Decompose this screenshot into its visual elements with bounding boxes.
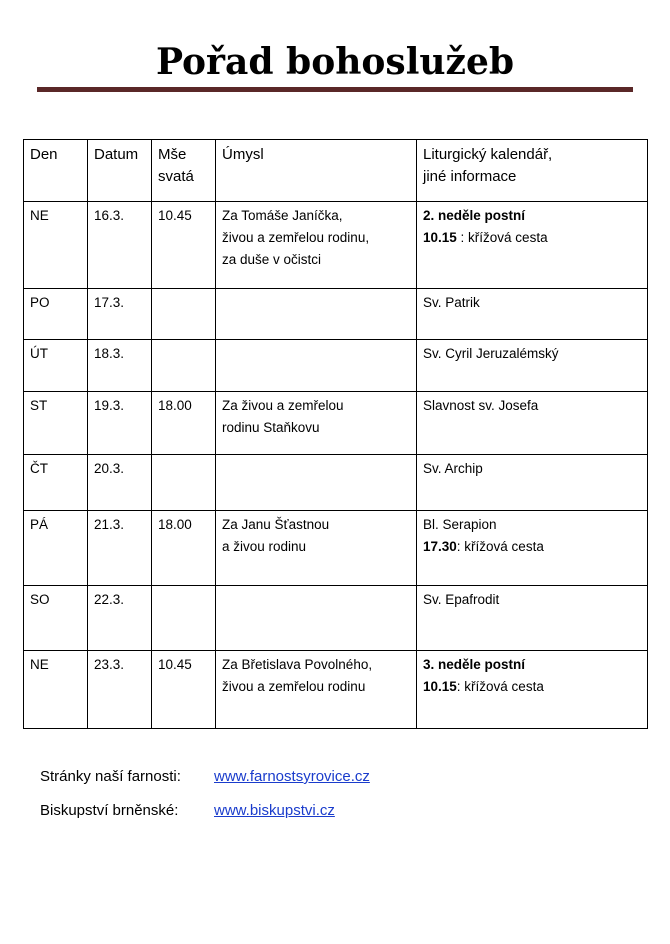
header-mass-line2: svatá <box>158 168 194 185</box>
liturgy-line <box>423 654 641 676</box>
date-cell: 21.3. <box>88 511 152 586</box>
header-intention: Úmysl <box>216 140 417 202</box>
intention-line: za duše v očistci <box>222 252 322 267</box>
liturgy-line-bold: 3. neděle postní <box>423 657 526 672</box>
liturgy-cell <box>417 651 648 729</box>
table-row <box>24 651 648 729</box>
date-cell: 22.3. <box>88 586 152 651</box>
mass-time-cell: 18.00 <box>152 392 216 455</box>
table-row <box>24 289 648 340</box>
diocese-link-row <box>40 801 335 821</box>
liturgy-line <box>423 205 641 227</box>
mass-time-cell <box>152 289 216 340</box>
date-cell: 20.3. <box>88 455 152 511</box>
diocese-website-link[interactable]: www.biskupstvi.cz <box>214 802 335 819</box>
liturgy-line-bold: 2. neděle postní <box>423 208 526 223</box>
intention-cell <box>216 651 417 729</box>
liturgy-cell <box>417 392 648 455</box>
date-cell: 16.3. <box>88 202 152 289</box>
liturgy-line <box>423 536 641 558</box>
day-cell: NE <box>24 202 88 289</box>
liturgy-line <box>423 676 641 698</box>
intention-line: Za živou a zemřelou <box>222 398 344 413</box>
table-row <box>24 392 648 455</box>
schedule-table <box>23 139 648 729</box>
liturgy-line <box>423 458 641 480</box>
header-date: Datum <box>88 140 152 202</box>
intention-line: Za Břetislava Povolného, <box>222 657 373 672</box>
page-title: Pořad bohoslužeb <box>155 41 515 83</box>
mass-time-cell <box>152 455 216 511</box>
liturgy-line-bold: 10.15 <box>423 679 457 694</box>
intention-line: živou a zemřelou rodinu <box>222 679 366 694</box>
intention-cell <box>216 289 417 340</box>
liturgy-line <box>423 514 641 536</box>
intention-cell <box>216 202 417 289</box>
table-header-row <box>24 140 648 202</box>
table-row <box>24 455 648 511</box>
header-liturgy-line1: Liturgický kalendář, <box>423 146 553 163</box>
liturgy-line <box>423 343 641 365</box>
liturgy-line-text: Sv. Cyril Jeruzalémský <box>423 346 559 361</box>
day-cell: ČT <box>24 455 88 511</box>
liturgy-line-text: Bl. Serapion <box>423 517 497 532</box>
liturgy-line-text: Sv. Epafrodit <box>423 592 500 607</box>
liturgy-line-text: Sv. Patrik <box>423 295 480 310</box>
intention-line: a živou rodinu <box>222 539 307 554</box>
day-cell: PO <box>24 289 88 340</box>
table-row <box>24 586 648 651</box>
liturgy-line-text: Slavnost sv. Josefa <box>423 398 539 413</box>
parish-link-row <box>40 767 370 787</box>
mass-time-cell: 18.00 <box>152 511 216 586</box>
date-cell: 18.3. <box>88 340 152 392</box>
liturgy-line-text: : křížová cesta <box>456 539 544 554</box>
mass-time-cell: 10.45 <box>152 202 216 289</box>
day-cell: NE <box>24 651 88 729</box>
mass-time-cell <box>152 586 216 651</box>
header-day: Den <box>24 140 88 202</box>
liturgy-line-text: : křížová cesta <box>456 679 544 694</box>
date-cell: 23.3. <box>88 651 152 729</box>
date-cell: 17.3. <box>88 289 152 340</box>
liturgy-line-bold: 10.15 <box>423 230 457 245</box>
liturgy-cell <box>417 202 648 289</box>
intention-cell <box>216 392 417 455</box>
header-mass-line1: Mše <box>158 146 187 163</box>
liturgy-cell <box>417 511 648 586</box>
day-cell: ÚT <box>24 340 88 392</box>
intention-cell <box>216 455 417 511</box>
title-divider <box>37 87 633 92</box>
liturgy-cell <box>417 586 648 651</box>
liturgy-line-text: : křížová cesta <box>456 230 548 245</box>
parish-website-link[interactable]: www.farnostsyrovice.cz <box>214 768 370 785</box>
liturgy-line <box>423 227 641 249</box>
intention-line: živou a zemřelou rodinu, <box>222 230 370 245</box>
diocese-label: Biskupství brněnské: <box>40 802 179 819</box>
liturgy-line <box>423 395 641 417</box>
header-liturgy-line2: jiné informace <box>423 168 517 185</box>
day-cell: SO <box>24 586 88 651</box>
intention-cell <box>216 586 417 651</box>
liturgy-cell <box>417 455 648 511</box>
liturgy-line <box>423 589 641 611</box>
date-cell: 19.3. <box>88 392 152 455</box>
parish-label: Stránky naší farnosti: <box>40 768 181 785</box>
header-liturgy <box>417 140 648 202</box>
liturgy-line-bold: 17.30 <box>423 539 457 554</box>
liturgy-line <box>423 292 641 314</box>
liturgy-cell <box>417 340 648 392</box>
schedule-body <box>24 202 648 729</box>
intention-line: rodinu Staňkovu <box>222 420 320 435</box>
liturgy-line-text: Sv. Archip <box>423 461 483 476</box>
table-row <box>24 340 648 392</box>
header-mass <box>152 140 216 202</box>
mass-time-cell: 10.45 <box>152 651 216 729</box>
intention-line: Za Tomáše Janíčka, <box>222 208 343 223</box>
day-cell: ST <box>24 392 88 455</box>
mass-time-cell <box>152 340 216 392</box>
table-row <box>24 202 648 289</box>
liturgy-cell <box>417 289 648 340</box>
intention-line: Za Janu Šťastnou <box>222 517 330 532</box>
table-row <box>24 511 648 586</box>
intention-cell <box>216 511 417 586</box>
day-cell: PÁ <box>24 511 88 586</box>
intention-cell <box>216 340 417 392</box>
